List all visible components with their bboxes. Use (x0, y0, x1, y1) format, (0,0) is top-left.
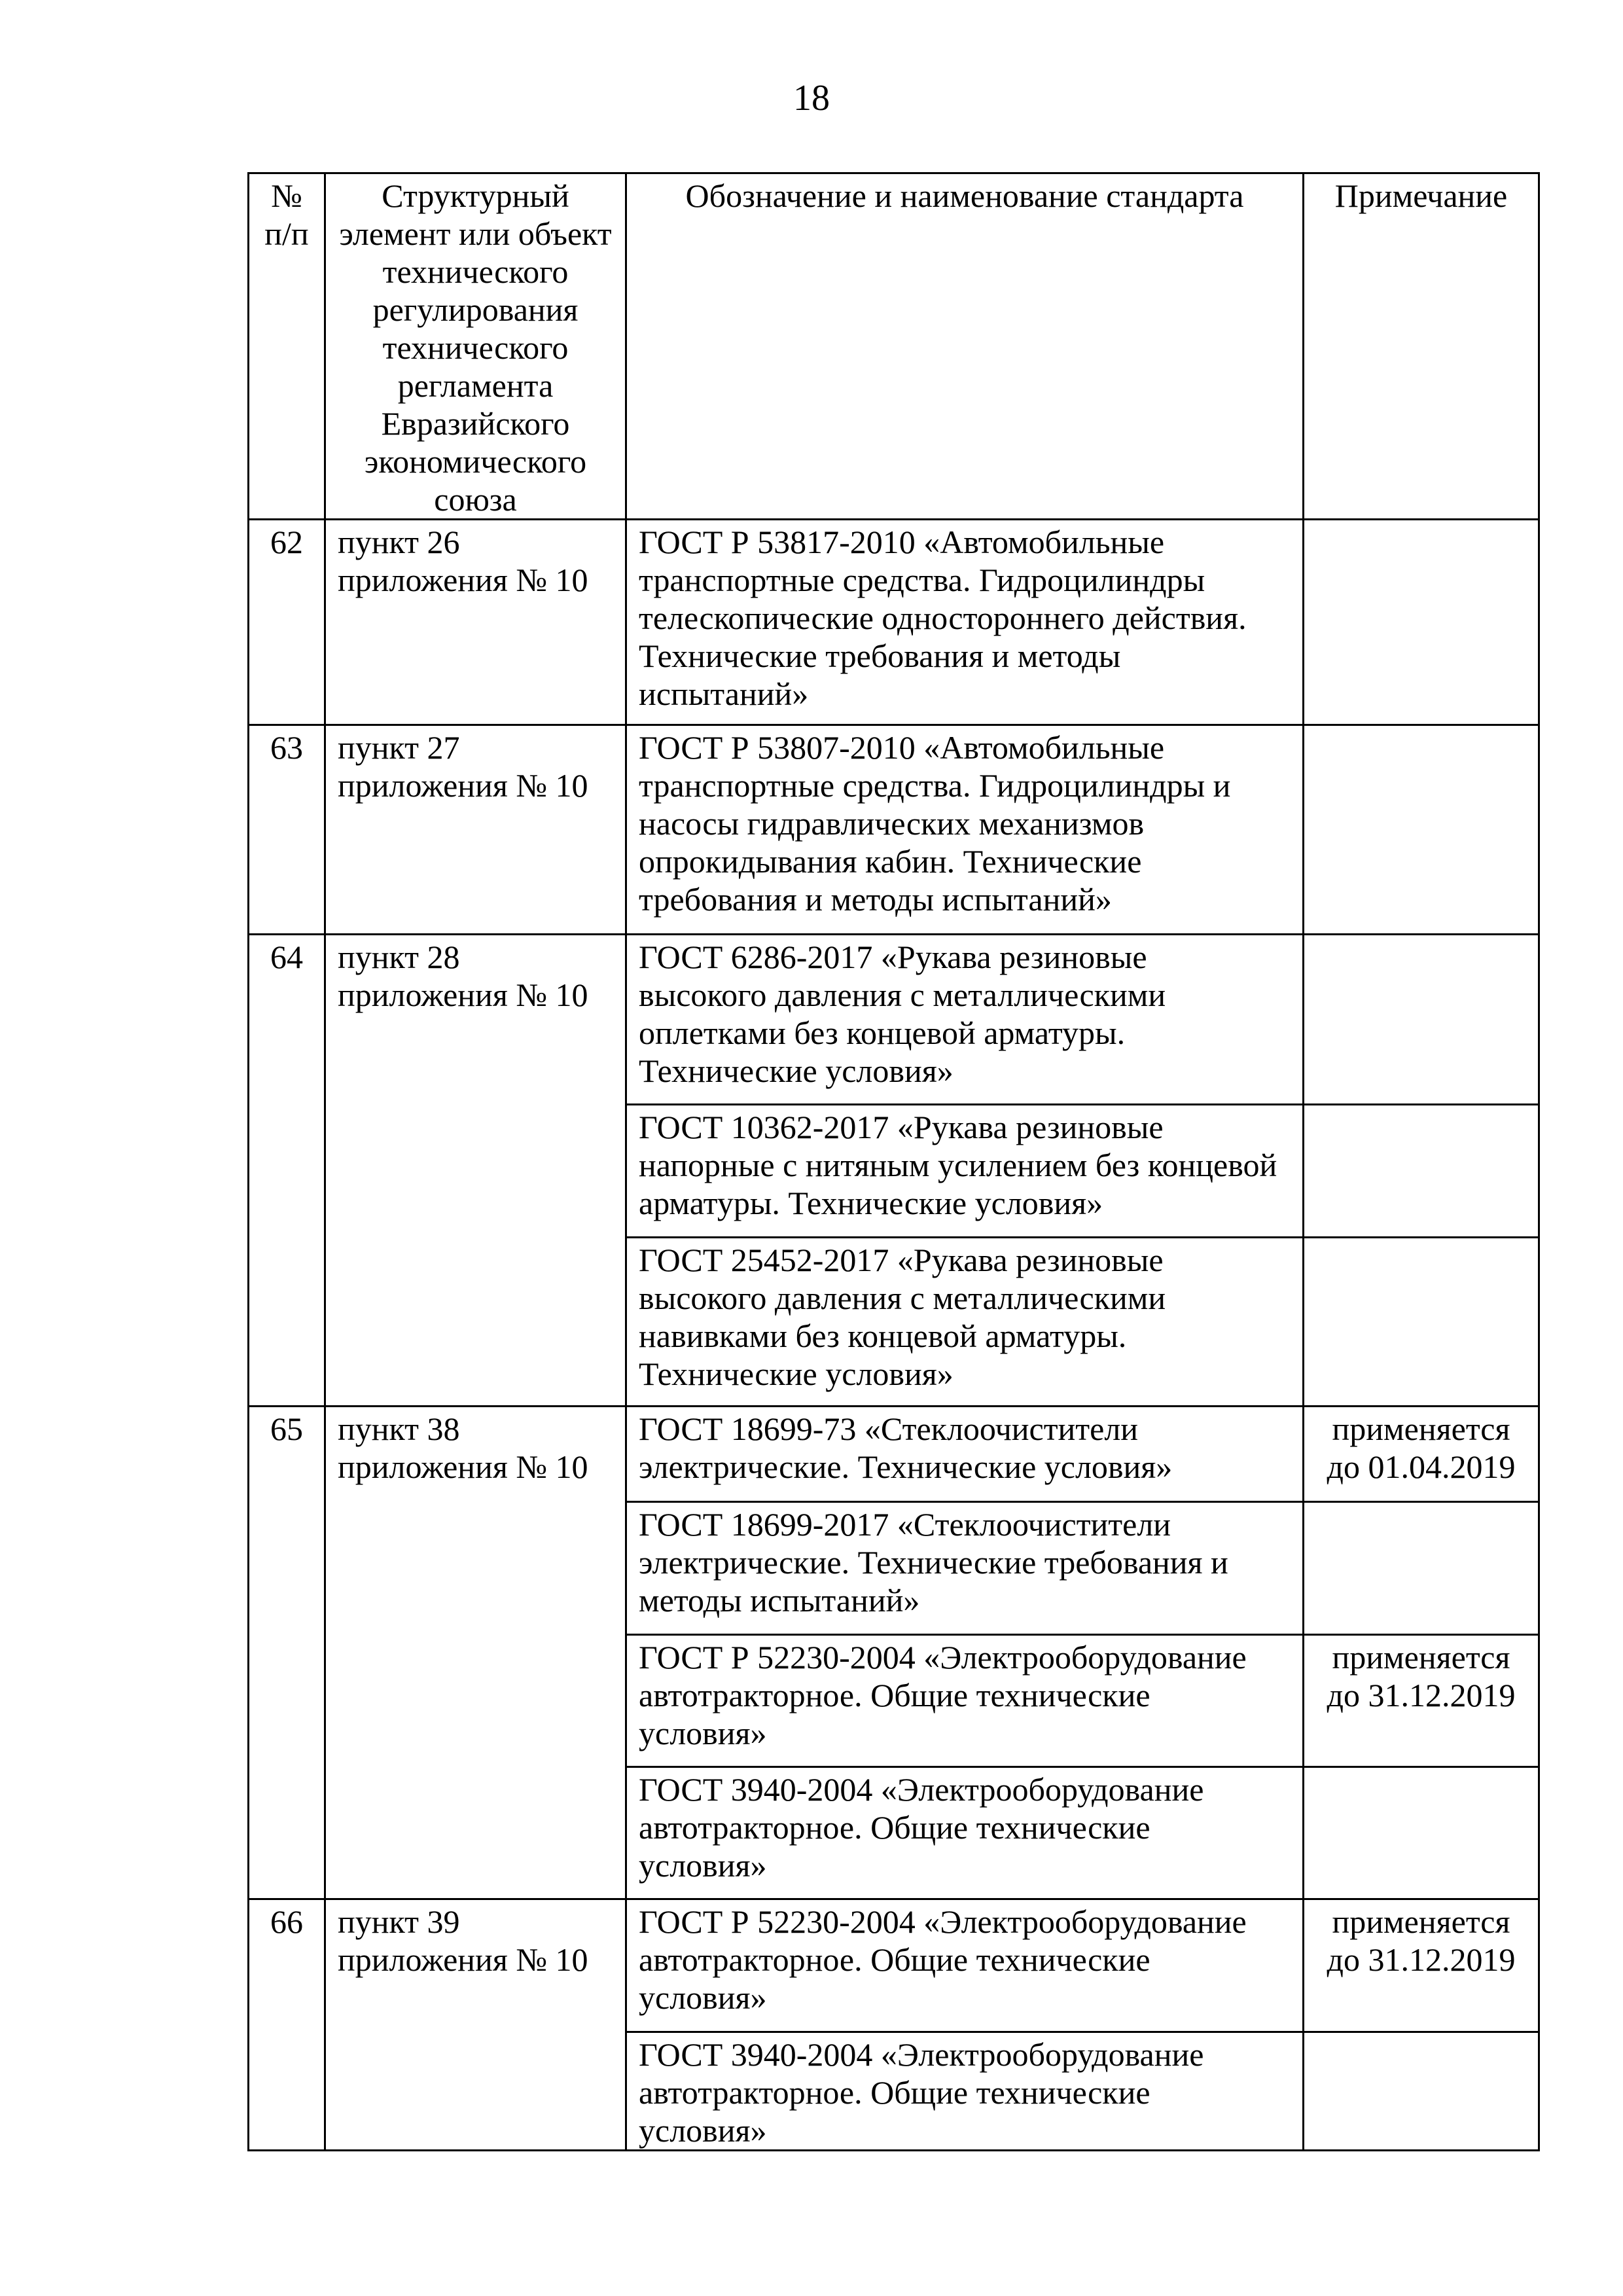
row-number: 65 (249, 1407, 325, 1899)
row-number: 63 (249, 725, 325, 935)
header-element: Структурный элемент или объект технического регулирования технического регламента Евразийского экономического союза (325, 173, 626, 520)
note: применяется до 31.12.2019 (1304, 1899, 1539, 2032)
standard-name: ГОСТ Р 53807-2010 «Автомобильные транспортные средства. Гидроцилиндры и насосы гидравлических механизмов опрокидывания кабин. Технические требования и методы испытаний» (626, 725, 1304, 935)
table-header-row (249, 173, 1539, 520)
standard-name: ГОСТ Р 52230-2004 «Электрооборудование автотракторное. Общие технические условия» (626, 1899, 1304, 2032)
note (1304, 1767, 1539, 1899)
structural-element: пункт 27 приложения № 10 (325, 725, 626, 935)
standard-name: ГОСТ 18699-2017 «Стеклоочистители электрические. Технические требования и методы испытаний» (626, 1502, 1304, 1635)
table-row (249, 935, 1539, 1105)
row-number: 62 (249, 520, 325, 725)
standards-table (247, 172, 1540, 2151)
note (1304, 2032, 1539, 2151)
structural-element: пункт 26 приложения № 10 (325, 520, 626, 725)
table-row (249, 1407, 1539, 1502)
structural-element: пункт 38 приложения № 10 (325, 1407, 626, 1899)
note (1304, 1502, 1539, 1635)
note (1304, 725, 1539, 935)
standard-name: ГОСТ 6286-2017 «Рукава резиновые высокого давления с металлическими оплетками без концевой арматуры. Технические условия» (626, 935, 1304, 1105)
standard-name: ГОСТ 18699-73 «Стеклоочистители электрические. Технические условия» (626, 1407, 1304, 1502)
header-note: Примечание (1304, 173, 1539, 520)
row-number: 66 (249, 1899, 325, 2151)
row-number: 64 (249, 935, 325, 1407)
header-num: № п/п (249, 173, 325, 520)
table-row (249, 520, 1539, 725)
page-number: 18 (793, 78, 830, 118)
note (1304, 1238, 1539, 1407)
standard-name: ГОСТ 25452-2017 «Рукава резиновые высокого давления с металлическими навивками без концевой арматуры. Технические условия» (626, 1238, 1304, 1407)
note: применяется до 31.12.2019 (1304, 1635, 1539, 1767)
standard-name: ГОСТ 10362-2017 «Рукава резиновые напорные с нитяным усилением без концевой арматуры. Технические условия» (626, 1105, 1304, 1238)
standard-name: ГОСТ 3940-2004 «Электрооборудование автотракторное. Общие технические условия» (626, 1767, 1304, 1899)
note (1304, 935, 1539, 1105)
table-row (249, 725, 1539, 935)
note (1304, 1105, 1539, 1238)
note: применяется до 01.04.2019 (1304, 1407, 1539, 1502)
standard-name: ГОСТ Р 53817-2010 «Автомобильные транспортные средства. Гидроцилиндры телескопические одностороннего действия. Технические требования и методы испытаний» (626, 520, 1304, 725)
header-standard: Обозначение и наименование стандарта (626, 173, 1304, 520)
structural-element: пункт 28 приложения № 10 (325, 935, 626, 1407)
standard-name: ГОСТ Р 52230-2004 «Электрооборудование автотракторное. Общие технические условия» (626, 1635, 1304, 1767)
table-row (249, 1899, 1539, 2032)
structural-element: пункт 39 приложения № 10 (325, 1899, 626, 2151)
note (1304, 520, 1539, 725)
standard-name: ГОСТ 3940-2004 «Электрооборудование автотракторное. Общие технические условия» (626, 2032, 1304, 2151)
